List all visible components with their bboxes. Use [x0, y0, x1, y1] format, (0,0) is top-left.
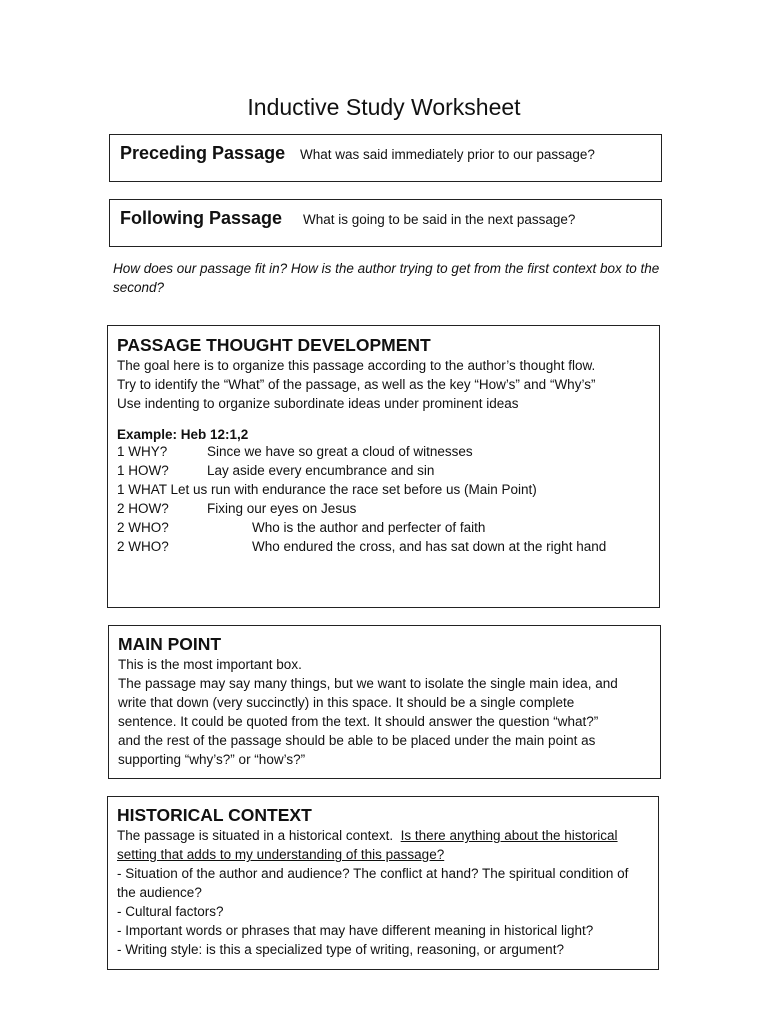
historical-bullet: - Situation of the author and audience? The conflict at hand? The spiritual condition of — [117, 866, 629, 881]
main-point-box[interactable] — [108, 625, 661, 779]
main-point-title: MAIN POINT — [118, 634, 222, 654]
main-point-line: The passage may say many things, but we want to isolate the single main idea, and — [118, 676, 618, 691]
example-tag: 1 WHY? — [117, 444, 168, 459]
example-row — [117, 537, 650, 556]
main-point-line: supporting “why’s?” or “how’s?” — [118, 752, 306, 767]
following-passage-label: Following Passage — [120, 208, 283, 228]
example-text: Who is the author and perfecter of faith — [252, 520, 486, 535]
historical-bullet: - Writing style: is this a specialized type of writing, reasoning, or argument? — [117, 942, 564, 957]
following-passage-box[interactable] — [109, 199, 662, 247]
thought-development-box[interactable] — [107, 325, 660, 608]
example-row — [117, 480, 650, 499]
main-point-line: and the rest of the passage should be able to be placed under the main point as — [118, 733, 596, 748]
example-row — [117, 518, 650, 537]
example-label: Example: Heb 12:1,2 — [117, 427, 249, 442]
following-passage-prompt: What is going to be said in the next passage? — [303, 212, 576, 227]
example-tag: 1 HOW? — [117, 463, 169, 478]
thought-development-title: PASSAGE THOUGHT DEVELOPMENT — [117, 335, 431, 355]
example-row — [117, 499, 650, 518]
example-text: Who endured the cross, and has sat down at the right hand — [252, 539, 607, 554]
example-text: Lay aside every encumbrance and sin — [207, 463, 435, 478]
example-text: Fixing our eyes on Jesus — [207, 501, 357, 516]
historical-intro: The passage is situated in a historical context. — [117, 828, 394, 843]
example-tag: 1 WHAT — [117, 482, 167, 497]
preceding-passage-prompt: What was said immediately prior to our passage? — [300, 147, 595, 162]
main-point-line: sentence. It could be quoted from the text. It should answer the question “what?” — [118, 714, 599, 729]
thought-line: Use indenting to organize subordinate ideas under prominent ideas — [117, 396, 519, 411]
example-row — [117, 461, 650, 480]
historical-context-title: HISTORICAL CONTEXT — [117, 805, 312, 825]
context-question: How does our passage fit in? How is the author trying to get from the first context box to the second? — [113, 261, 660, 295]
preceding-passage-box[interactable] — [109, 134, 662, 182]
main-point-line: This is the most important box. — [118, 657, 302, 672]
historical-bullet: the audience? — [117, 885, 202, 900]
historical-bullet: - Cultural factors? — [117, 904, 224, 919]
historical-question-line — [117, 826, 649, 845]
example-tag: 2 WHO? — [117, 539, 169, 554]
preceding-passage-label: Preceding Passage — [120, 143, 286, 163]
example-text: Since we have so great a cloud of witnesses — [207, 444, 473, 459]
historical-question-cont: setting that adds to my understanding of this passage? — [117, 847, 445, 862]
historical-bullet: - Important words or phrases that may have different meaning in historical light? — [117, 923, 594, 938]
thought-line: The goal here is to organize this passage according to the author’s thought flow. — [117, 358, 596, 373]
main-point-line: write that down (very succinctly) in this space. It should be a single complete — [118, 695, 575, 710]
historical-context-box[interactable] — [107, 796, 659, 970]
thought-line: Try to identify the “What” of the passage, as well as the key “How’s” and “Why’s” — [117, 377, 596, 392]
example-tag: 2 HOW? — [117, 501, 169, 516]
example-row — [117, 442, 650, 461]
example-tag: 2 WHO? — [117, 520, 169, 535]
page-title: Inductive Study Worksheet — [247, 94, 521, 120]
example-text: Let us run with endurance the race set before us (Main Point) — [170, 482, 537, 497]
historical-question: Is there anything about the historical — [400, 828, 618, 843]
